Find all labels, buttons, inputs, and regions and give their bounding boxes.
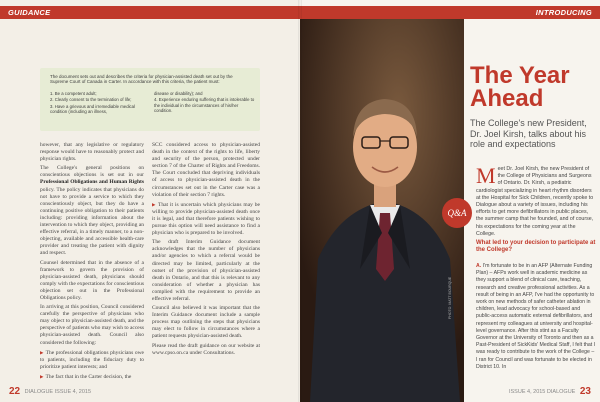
section-label: GUIDANCE	[8, 8, 51, 17]
callout-item: 4. Experience enduring suffering that is intolerable to the individual in the circumstances of his/her condition.	[154, 97, 255, 113]
paragraph-text: The College's general positions on conscientious objections is set out in our	[40, 165, 144, 179]
article-title: The Year Ahead	[470, 62, 570, 112]
interview-answer	[476, 263, 596, 371]
bullet-item: ▶ That it is uncertain which physicians may be willing to provide physician-assisted death once it is legal, and that therefore patients wishing to pursue this option will need assistance to find a physician who is prepared to be involved.	[152, 201, 260, 237]
callout-left-column	[50, 91, 152, 115]
qa-badge-label: Q&A	[447, 208, 467, 218]
paragraph	[40, 165, 144, 257]
bullet-item: ▶ The professional obligations physicians owe to patients, including the fiduciary duty to prioritize patient interests; and	[40, 349, 144, 371]
paragraph: however, that any legislative or regulatory response would have to reasonably protect and physician rights.	[40, 142, 144, 163]
publication-name: DIALOGUE	[24, 389, 54, 395]
section-band	[300, 6, 600, 19]
right-page	[300, 0, 600, 402]
answer-marker: A.	[476, 263, 482, 269]
paragraph: The draft Interim Guidance document acknowledges that the number of physicians and/or agencies to which a referral would be directed may be limited, particularly at the outset of the provision of physician-assisted death in Ontario, and that this is relevant to any consideration of whether a physician has complied with the requirement to provide an effective referral.	[152, 239, 260, 302]
issue-label: ISSUE 4, 2015	[54, 389, 92, 395]
article-subtitle: The College's new President, Dr. Joel Kirsh, talks about his role and expectations	[470, 118, 587, 149]
president-portrait	[300, 19, 464, 402]
callout-item: 1. Be a competent adult;	[50, 91, 97, 96]
paragraph-text: policy. The policy indicates that physicians do not have to provide a service to which they conscientiously object, but they do have a continuing positive obligation to their patients including: providing information about the intervention to which they object, providing an effective referral, in a timely manner, to a non-objecting, available and accessible health-care provider and treating the patient with dignity and respect.	[40, 186, 144, 257]
criteria-callout	[40, 68, 260, 131]
photo-credit: PHOTO: MATT BOURQUE	[448, 276, 452, 319]
article-intro	[476, 163, 596, 238]
issue-label: ISSUE 4, 2015	[508, 389, 546, 395]
callout-item: 3. Have a grievous and irremediable medical condition (including an illness,	[50, 103, 136, 114]
page-footer-right	[509, 386, 594, 397]
page-footer-left	[6, 386, 91, 397]
intro-text: eet Dr. Joel Kirsh, the new President of the College of Physicians and Surgeons of Ontario. Dr. Kirsh, a pediatric cardiologist specializing in heart rhythm disorders at the Hospital for Sick Children, recently spoke to Dialogue about a variety of issues, including his efforts to get more defibrillators in public places, the summer camp that he founded, and of course, his expectations for the coming year at the College.	[476, 166, 594, 237]
publication-name: DIALOGUE	[546, 389, 576, 395]
portrait-illustration	[300, 19, 464, 402]
callout-item: 2. Clearly consent to the termination of life;	[50, 97, 132, 103]
callout-right-column	[154, 91, 256, 114]
page-gutter	[298, 0, 302, 402]
paragraph: Please read the draft guidance on our website at www.cpso.on.ca under Consultations.	[152, 342, 260, 356]
paragraph: Council also believed it was important that the Interim Guidance document include a sample process map outlining the steps that physicians may elect to follow in circumstances where a patient requests physician-assisted death.	[152, 305, 260, 340]
body-column-2	[152, 142, 260, 359]
drop-cap: M	[476, 163, 496, 188]
qa-badge	[442, 198, 472, 228]
paragraph: Counsel determined that in the absence of a framework to govern the provision of physician-assisted death, physicians should comply with the expectations for conscientious objection set out in the Professional Obligations policy.	[40, 259, 144, 301]
callout-item: disease or disability); and	[154, 91, 203, 96]
bullet-item: ▶ The fact that in the Carter decision, the	[40, 373, 144, 381]
callout-intro: The document sets out and describes the criteria for physician-assisted death set out by the Supreme Court of Canada in Carter. In accordance with this criteria, the patient must:	[50, 74, 233, 85]
interview-question: What led to your decision to participate at the College?	[476, 240, 596, 254]
body-column-1	[40, 142, 144, 383]
page-number: 22	[9, 386, 21, 397]
section-band	[0, 6, 300, 19]
section-label: INTRODUCING	[535, 8, 592, 17]
page-number: 23	[579, 386, 591, 397]
policy-name: Professional Obligations and Human Rights	[40, 179, 144, 186]
paragraph: SCC considered access to physician-assisted death in the context of the rights to life, liberty and security of the person, protected under section 7 of the Charter of Rights and Freedoms. The Court concluded that depriving individuals of access to physician-assisted death in the circumstances set out in the Carter case was a violation of their section 7 rights.	[152, 142, 260, 198]
answer-text: I'm fortunate to be in an AFP (Alternate Funding Plan) – AFPs work well in academic medicine as they support a blend of clinical care, teaching, research and creative professional activities. As a result of being in an AFP, I've had the opportunity to work on new methods of safer catheter ablation in children, lead advocacy for school-based and public-access automatic external defibrillators, and represent my colleagues at university and hospital-level governance. After this stint as a Faculty Governor at the University of Toronto and then as a Past-President of SickKids' Medical Staff, I felt that I was ready to contribute to the work of the College – I ran for Council and was fortunate to be elected in District 10. In	[476, 263, 596, 370]
paragraph: In arriving at this position, Council considered carefully the perspective of physicians who may object to physician-assisted death, and the perspective of patients who may wish to access physician-assisted death. Council also considered the following:	[40, 304, 145, 346]
